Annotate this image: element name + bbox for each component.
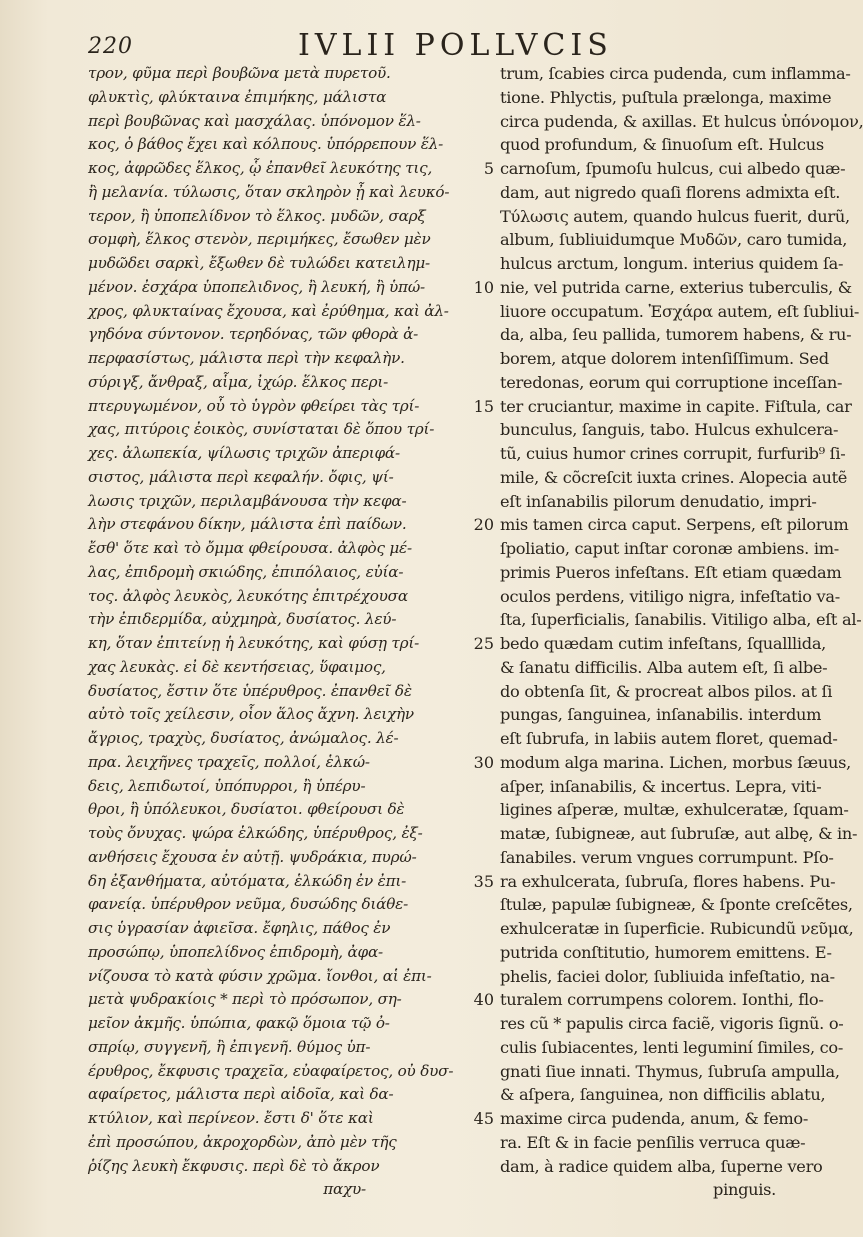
greek-text-line: κος, ἀφρῶδες ἕλκος, ᾧ ἐπανθεῖ λευκότης τις, (88, 159, 433, 177)
latin-text-line: pinguis. (713, 1180, 776, 1200)
greek-text-line: πρα. λειχῆνες τραχεῖς, πολλοί, ἑλκώ- (88, 752, 370, 771)
latin-text-line: ra exhulcerata, ſubruſa, flores habens. Pu- (500, 871, 836, 891)
latin-text-line: dam, aut nigredo quaſi florens admixta eſt. (500, 182, 841, 202)
greek-text-line: σομφὴ, ἕλκος στενὸν, περιμήκες, ἔσωθεν μὲν (88, 230, 431, 249)
greek-text-line: περφασίστως, μάλιστα περὶ τὴν κεφαλὴν. (88, 349, 405, 367)
line-number (454, 323, 494, 347)
line-number (454, 703, 494, 727)
line-number (454, 110, 494, 134)
latin-text-line: circa pudenda, & axillas. Et hulcus ὑπόνομον, (500, 111, 863, 131)
latin-text-line: hulcus arctum, longum. interius quidem ſa- (500, 254, 844, 273)
latin-text-line: putrida conſtitutio, humorem emittens. E- (500, 942, 832, 962)
latin-text-line: exhulceratæ in ſuperficie. Rubicundũ νεῦμα, (500, 919, 854, 938)
greek-text-line: χας λευκὰς. εἰ δὲ κεντήσειας, ὕφαιμος, (88, 657, 386, 676)
greek-text-line: ῥίζης λευκὴ ἔκφυσις. περὶ δὲ τὸ ἄκρον (88, 1156, 380, 1175)
line-number (454, 1155, 494, 1179)
latin-text-line: modum alga marina. Lichen, morbus ſæuus, (500, 752, 851, 772)
line-number (454, 228, 494, 252)
latin-text-line: eſt ſubrufa, in labiis autem floret, quemad- (500, 729, 838, 748)
greek-text-line: κτύλιον, καὶ περίνεον. ἔστι δ' ὅτε καὶ (88, 1109, 374, 1127)
line-number: 35 (473, 871, 494, 891)
line-number (454, 86, 494, 110)
latin-text-line: & ſanatu difficilis. Alba autem eſt, ſi albe- (500, 657, 828, 677)
latin-text-line: teredonas, eorum qui corruptione inceſſan- (500, 372, 843, 392)
line-number (454, 822, 494, 846)
latin-text-line: oculos perdens, vitiligo nigra, infeſtatio va- (500, 586, 840, 606)
line-number (454, 418, 494, 442)
page-header (88, 22, 778, 62)
line-number (454, 680, 494, 704)
greek-text-line: φλυκτὶς, φλύκταινα ἐπιμήκης, μάλιστα (88, 87, 387, 106)
greek-text-line: σύριγξ, ἄνθραξ, αἷμα, ἰχώρ. ἕλκος περι- (88, 372, 389, 391)
latin-text-line: bunculus, ſanguis, tabo. Hulcus exhulcera- (500, 420, 839, 440)
greek-text-line: γηδόνα σύντονον. τερηδόνας, τῶν φθορὰ ἀ- (88, 325, 419, 344)
line-number (454, 252, 494, 276)
line-number: 45 (473, 1109, 494, 1128)
greek-text-line: περὶ βουβῶνας καὶ μασχάλας. ὑπόνομον ἕλ- (88, 111, 421, 130)
line-number (454, 561, 494, 585)
latin-text-line: eſt inſanabilis pilorum denudatio, impri- (500, 491, 817, 511)
latin-text-line: ſtulæ, papulæ ſubigneæ, & ſponte creſcẽtes, (500, 895, 853, 915)
line-number: 40 (473, 990, 494, 1010)
line-number (454, 62, 494, 86)
latin-text-line: tione. Phlyctis, puſtula prælonga, maxime (500, 87, 832, 107)
line-number (454, 205, 494, 229)
greek-text-line: τερον, ἢ ὑποπελίδνον τὸ ἕλκος. μυδῶν, σαρξ (88, 206, 426, 225)
greek-text-line: αὐτὸ τοῖς χείλεσιν, οἷον ἅλος ἄχνη. λειχὴν (88, 705, 414, 724)
greek-text-line: κη, ὅταν ἐπιτείνῃ ἡ λευκότης, καὶ φύσῃ τρί- (88, 634, 420, 652)
line-number: 20 (473, 515, 494, 535)
latin-text-line: tũ, cuius humor crines corrupit, furfurib⁹ ſi- (500, 444, 846, 463)
greek-text-line: ἐπὶ προσώπου, ἀκροχορδὼν, ἀπὸ μὲν τῆς (88, 1132, 397, 1151)
latin-text-line: primis Pueros infeſtans. Eſt etiam quædam (500, 562, 842, 582)
line-number (454, 917, 494, 941)
line-number: 25 (473, 634, 494, 653)
latin-text-line: bedo quædam cutim infeſtans, ſqualllida, (500, 634, 827, 653)
greek-text-line: λας, ἐπιδρομὴ σκιώδης, ἐπιπόλαιος, εὐία- (88, 562, 404, 581)
line-number: 30 (473, 752, 494, 772)
latin-text-line: ter cruciantur, maxime in capite. Fiſtula, car (500, 396, 852, 416)
latin-text-line: turalem corrumpens colorem. Ionthi, flo- (500, 990, 824, 1010)
greek-text-line: αφαίρετος, μάλιστα περὶ αἰδοῖα, καὶ δα- (88, 1085, 394, 1104)
line-number (454, 466, 494, 490)
line-number (454, 846, 494, 870)
latin-text-line: album, ſubliuidumque Μυδῶν, caro tumida, (500, 230, 848, 250)
latin-text-line: & aſpera, ſanguinea, non difficilis ablatu, (500, 1085, 826, 1105)
line-number: 10 (473, 277, 494, 297)
greek-text-line: τὴν ἐπιδερμίδα, αὐχμηρὰ, δυσίατος. λεύ- (88, 610, 397, 629)
latin-text-line: borem, atque dolorem intenſiſſimum. Sed (500, 349, 829, 368)
line-number (454, 965, 494, 989)
latin-text-line: gnati ſiue innati. Thymus, ſubruſa ampulla, (500, 1061, 840, 1081)
line-number: 15 (473, 396, 494, 416)
latin-text-line: phelis, faciei dolor, ſubliuida infeſtatio, na- (500, 966, 835, 986)
line-number (454, 941, 494, 965)
line-number (454, 490, 494, 514)
latin-text-line: ſta, ſuperficialis, ſanabilis. Vitiligo alba, eſt al- (500, 610, 862, 630)
latin-column (500, 62, 863, 1202)
greek-text-line: δυσίατος, ἔστιν ὅτε ὑπέρυθρος. ἐπανθεῖ δὲ (88, 681, 412, 700)
page-number: 220 (88, 34, 133, 59)
latin-text-line: ligines aſperæ, multæ, exhulceratæ, ſquam- (500, 800, 849, 820)
line-number (454, 727, 494, 751)
greek-text-line: μυδῶδει σαρκὶ, ἔξωθεν δὲ τυλώδει κατειλημ- (88, 254, 430, 272)
line-number-margin (454, 62, 494, 1178)
greek-text-line: ἔσθ' ὅτε καὶ τὸ ὄμμα φθείρουσα. ἀλφὸς μέ- (88, 539, 412, 557)
greek-text-line: πτερυγωμένον, οὗ τὸ ὑγρὸν φθείρει τὰς τρί- (88, 396, 420, 415)
latin-text-line: ſpoliatio, caput inſtar coronæ ambiens. im- (500, 539, 839, 558)
greek-text-line: μεῖον ἀκμῆς. ὑπώπια, φακῷ ὅμοια τῷ ὀ- (88, 1014, 390, 1032)
greek-text-line: ἄγριος, τραχὺς, δυσίατος, ἀνώμαλος. λέ- (88, 729, 399, 747)
latin-text-line: trum, ſcabies circa pudenda, cum inflamma- (500, 64, 851, 83)
greek-text-line: χας, πιτύροις ἐοικὸς, συνίσταται δὲ ὅπου τρί- (88, 420, 435, 439)
latin-text-line: pungas, ſanguinea, inſanabilis. interdum (500, 705, 822, 725)
greek-text-line: χρος, φλυκταίνας ἔχουσα, καὶ ἐρύθημα, καὶ ἀλ- (88, 301, 449, 320)
line-number (454, 1083, 494, 1107)
latin-text-line: nie, vel putrida carne, exterius tuberculis, & (500, 277, 852, 297)
greek-text-line: ανθήσεις ἔχουσα ἐν αὐτῇ. ψυδράκια, πυρώ- (88, 847, 417, 866)
line-number (454, 656, 494, 680)
latin-text-line: quod profundum, & ſinuoſum eſt. Hulcus (500, 135, 824, 155)
latin-text-line: mile, & cõcreſcit iuxta crines. Alopecia autẽ (500, 467, 848, 487)
greek-text-line: έρυθρος, ἔκφυσις τραχεῖα, εὐαφαίρετος, οὐ δυσ- (88, 1061, 454, 1080)
greek-text-line: παχυ- (323, 1180, 366, 1199)
greek-text-line: δεις, λεπιδωτοί, ὑπόπυρροι, ἢ ὑπέρυ- (88, 776, 366, 795)
greek-text-line: λὴν στεφάνου δίκην, μάλιστα ἐπὶ παίδων. (88, 515, 407, 534)
line-number (454, 133, 494, 157)
latin-text-line: culis ſubiacentes, lenti leguminí ſimiles, co- (500, 1037, 844, 1057)
latin-text-line: res cũ * papulis circa faciẽ, vigoris ſignũ. o- (500, 1014, 844, 1033)
line-number (454, 1036, 494, 1060)
greek-text-line: προσώπῳ, ὑποπελίδνος ἐπιδρομὴ, ἀφα- (88, 942, 383, 961)
greek-text-line: χες. ἀλωπεκία, ψίλωσις τριχῶν ἀπεριφά- (88, 444, 400, 462)
line-number (454, 775, 494, 799)
greek-text-line: ἢ μελανία. τύλωσις, ὅταν σκληρὸν ᾖ καὶ λευκό- (88, 182, 450, 201)
line-number (454, 442, 494, 466)
greek-column (88, 62, 454, 1202)
latin-text-line: liuore occupatum. Ἐσχάρα autem, eſt ſubliui- (500, 301, 860, 321)
latin-text-line: Τύλωσις autem, quando hulcus fuerit, durũ, (500, 206, 850, 226)
greek-text-line: σπρίῳ, συγγενῆ, ἢ ἐπιγενῆ. θύμος ὑπ- (88, 1037, 371, 1056)
latin-text-line: matæ, ſubigneæ, aut ſubruſæ, aut albę, & in- (500, 824, 858, 843)
latin-text-line: do obtenſa ſit, & procreat albos pilos. at ſi (500, 681, 833, 701)
line-number (454, 608, 494, 632)
latin-text-line: da, alba, ſeu pallida, tumorem habens, & ru- (500, 325, 852, 345)
running-head: IVLII POLLVCIS (298, 28, 613, 63)
latin-text-line: dam, à radice quidem alba, ſuperne vero (500, 1156, 823, 1176)
latin-text-line: mis tamen circa caput. Serpens, eſt pilorum (500, 515, 849, 535)
greek-text-line: τοὺς ὄνυχας. ψώρα ἑλκώδης, ὑπέρυθρος, ἐξ- (88, 824, 423, 842)
line-number (454, 347, 494, 371)
greek-text-line: λωσις τριχῶν, περιλαμβάνουσα τὴν κεφα- (88, 491, 407, 510)
line-number (454, 537, 494, 561)
greek-text-line: μετὰ ψυδρακίοις * περὶ τὸ πρόσωπον, ση- (88, 990, 402, 1009)
latin-text-line: ſanabiles. verum vngues corrumpunt. Pſo- (500, 847, 834, 867)
greek-text-line: σιστος, μάλιστα περὶ κεφαλήν. ὄφις, ψί- (88, 467, 394, 486)
latin-text-line: carnoſum, ſpumoſu hulcus, cui albedo quæ- (500, 159, 846, 178)
text-columns (88, 62, 863, 1222)
greek-text-line: φανείᾳ. ὑπέρυθρον νεῦμα, δυσώδης διάθε- (88, 895, 409, 914)
line-number (454, 1012, 494, 1036)
greek-text-line: τρον, φῦμα περὶ βουβῶνα μετὰ πυρετοῦ. (88, 64, 391, 82)
greek-text-line: θροι, ἢ ὑπόλευκοι, δυσίατοι. φθείρουσι δὲ (88, 800, 405, 819)
line-number (454, 1060, 494, 1084)
line-number (454, 181, 494, 205)
line-number: 5 (483, 159, 494, 178)
greek-text-line: τος. ἀλφὸς λευκὸς, λευκότης ἐπιτρέχουσα (88, 586, 408, 605)
latin-text-line: ra. Eſt & in facie penſilis verruca quæ- (500, 1132, 806, 1152)
latin-text-line: aſper, inſanabilis, & incertus. Lepra, viti- (500, 776, 822, 796)
line-number (454, 300, 494, 324)
latin-text-line: maxime circa pudenda, anum, & femo- (500, 1109, 809, 1128)
greek-text-line: σις ὑγρασίαν ἀφιεῖσα. ἔφηλις, πάθος ἐν (88, 919, 391, 937)
greek-text-line: δη ἐξανθήματα, αὐτόματα, ἑλκώδη ἐν ἐπι- (88, 871, 407, 890)
line-number (454, 1131, 494, 1155)
greek-text-line: κος, ὁ βάθος ἔχει καὶ κόλπους. ὑπόρρεπουν ἕλ- (88, 135, 444, 154)
line-number (454, 585, 494, 609)
line-number (454, 798, 494, 822)
greek-text-line: νίζουσα τὸ κατὰ φύσιν χρῶμα. ἴονθοι, αἱ ἐπι- (88, 966, 432, 985)
greek-text-line: μένον. ἐσχάρα ὑποπελιδνος, ἢ λευκή, ἢ ὑπώ- (88, 277, 425, 296)
line-number (454, 371, 494, 395)
line-number (454, 893, 494, 917)
